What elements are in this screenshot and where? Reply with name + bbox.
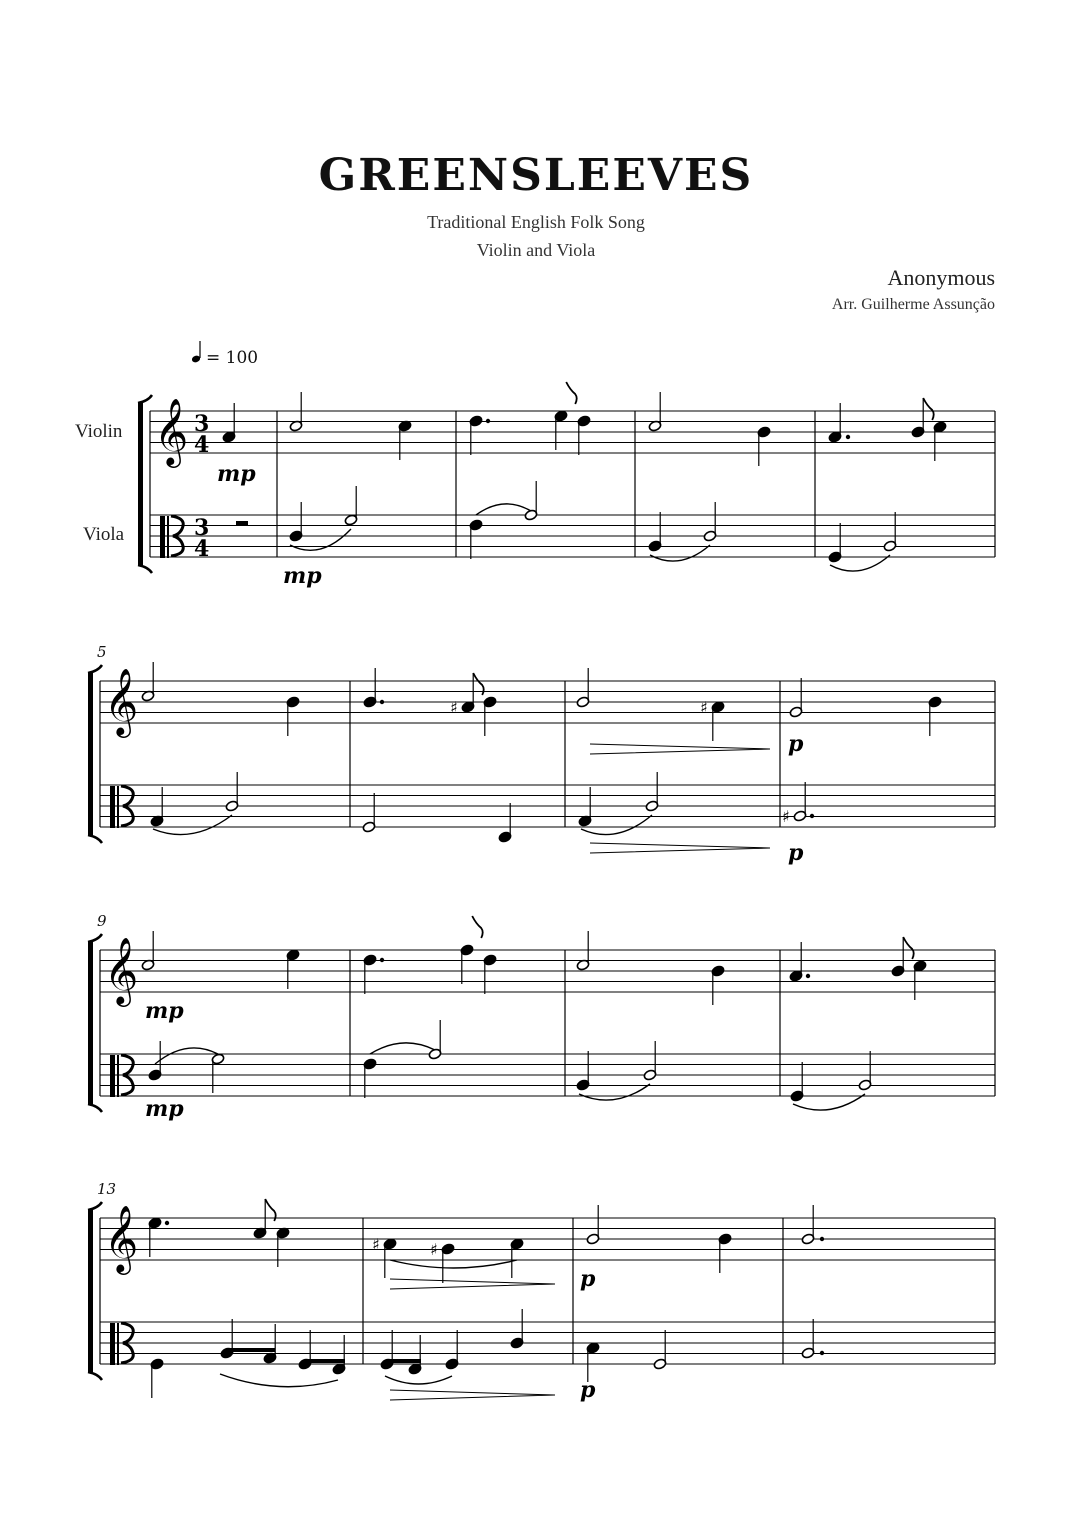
decrescendo-hairpin: [390, 1390, 555, 1400]
beam: [227, 1348, 275, 1352]
slur: [370, 1043, 435, 1054]
measure-number: 5: [97, 643, 107, 661]
augmentation-dot: [806, 974, 810, 978]
system-3: [88, 912, 995, 1122]
system-bracket: [88, 1372, 102, 1380]
time-signature-bottom: 4: [194, 536, 210, 562]
sharp-icon: ♯: [782, 807, 790, 826]
measure-number: 9: [97, 912, 107, 930]
system-1: [138, 382, 995, 589]
system-bracket: [88, 665, 102, 673]
measure-number: 13: [97, 1180, 117, 1198]
system-bracket: [88, 673, 93, 835]
decrescendo-hairpin: [590, 744, 770, 754]
treble-clef-icon: 𝄞: [154, 397, 189, 465]
time-signature-top: 3: [194, 411, 210, 437]
system-bracket: [88, 835, 102, 843]
page-title: GREENSLEEVES: [318, 150, 754, 201]
dynamic-p: p: [580, 1266, 596, 1292]
tempo-marking: [191, 341, 258, 368]
augmentation-dot: [486, 419, 490, 423]
eighth-flag: [903, 937, 914, 959]
rest: [236, 521, 248, 526]
dynamic-mp: mp: [217, 461, 256, 487]
alto-clef-icon: [117, 1323, 119, 1365]
slur: [390, 1260, 517, 1268]
system-bracket: [138, 565, 152, 573]
dynamic-p: p: [788, 731, 804, 757]
alto-clef-icon: [110, 1323, 115, 1365]
slur: [220, 1374, 338, 1387]
system-2: [88, 643, 995, 866]
system-bracket: [88, 1202, 102, 1210]
system-4: [88, 1180, 995, 1403]
time-signature-top: 3: [194, 515, 210, 541]
slur: [476, 504, 531, 515]
eighth-flag: [923, 398, 934, 420]
slur: [155, 1048, 218, 1064]
time-signature-bottom: 4: [194, 432, 210, 458]
dynamic-mp: mp: [145, 998, 184, 1024]
instrumentation: Violin and Viola: [476, 240, 596, 260]
sharp-icon: ♯: [450, 698, 458, 717]
slur: [385, 1376, 452, 1384]
system-bracket: [138, 403, 143, 565]
augmentation-dot: [846, 435, 850, 439]
alto-clef-icon: [167, 516, 169, 558]
eighth-flag: [472, 916, 483, 938]
slur: [579, 1084, 650, 1100]
sharp-icon: ♯: [372, 1235, 380, 1254]
system-bracket: [88, 934, 102, 942]
instrument-label-violin: Violin: [75, 421, 123, 442]
system-bracket: [88, 942, 93, 1104]
decrescendo-hairpin: [390, 1279, 555, 1289]
alto-clef-icon: [110, 786, 115, 828]
beam: [305, 1359, 345, 1363]
augmentation-dot: [820, 1237, 824, 1241]
composer: Anonymous: [887, 265, 995, 290]
subtitle: Traditional English Folk Song: [427, 212, 645, 232]
sharp-icon: ♯: [700, 698, 708, 717]
alto-clef-icon: [117, 1055, 119, 1097]
alto-clef-icon: [117, 786, 119, 828]
dynamic-p: p: [788, 840, 804, 866]
augmentation-dot: [380, 700, 384, 704]
alto-clef-icon: [160, 516, 165, 558]
slur: [581, 815, 652, 835]
arranger: Arr. Guilherme Assunção: [831, 296, 995, 313]
system-bracket: [88, 1104, 102, 1112]
treble-clef-icon: 𝄞: [104, 667, 139, 735]
system-bracket: [88, 1210, 93, 1372]
eighth-flag: [566, 382, 577, 404]
instrument-label-viola: Viola: [83, 524, 125, 545]
system-bracket: [138, 395, 152, 403]
dynamic-mp: mp: [145, 1096, 184, 1122]
dynamic-p: p: [580, 1377, 596, 1403]
augmentation-dot: [165, 1221, 169, 1225]
treble-clef-icon: 𝄞: [104, 936, 139, 1004]
dynamic-mp: mp: [283, 563, 322, 589]
augmentation-dot: [820, 1351, 824, 1355]
slur: [153, 815, 232, 835]
augmentation-dot: [380, 958, 384, 962]
sharp-icon: ♯: [430, 1240, 438, 1259]
augmentation-dot: [810, 814, 814, 818]
treble-clef-icon: 𝄞: [104, 1204, 139, 1272]
beam: [387, 1359, 421, 1363]
tempo-text: = 100: [206, 348, 259, 368]
alto-clef-icon: [110, 1055, 115, 1097]
decrescendo-hairpin: [590, 843, 770, 853]
